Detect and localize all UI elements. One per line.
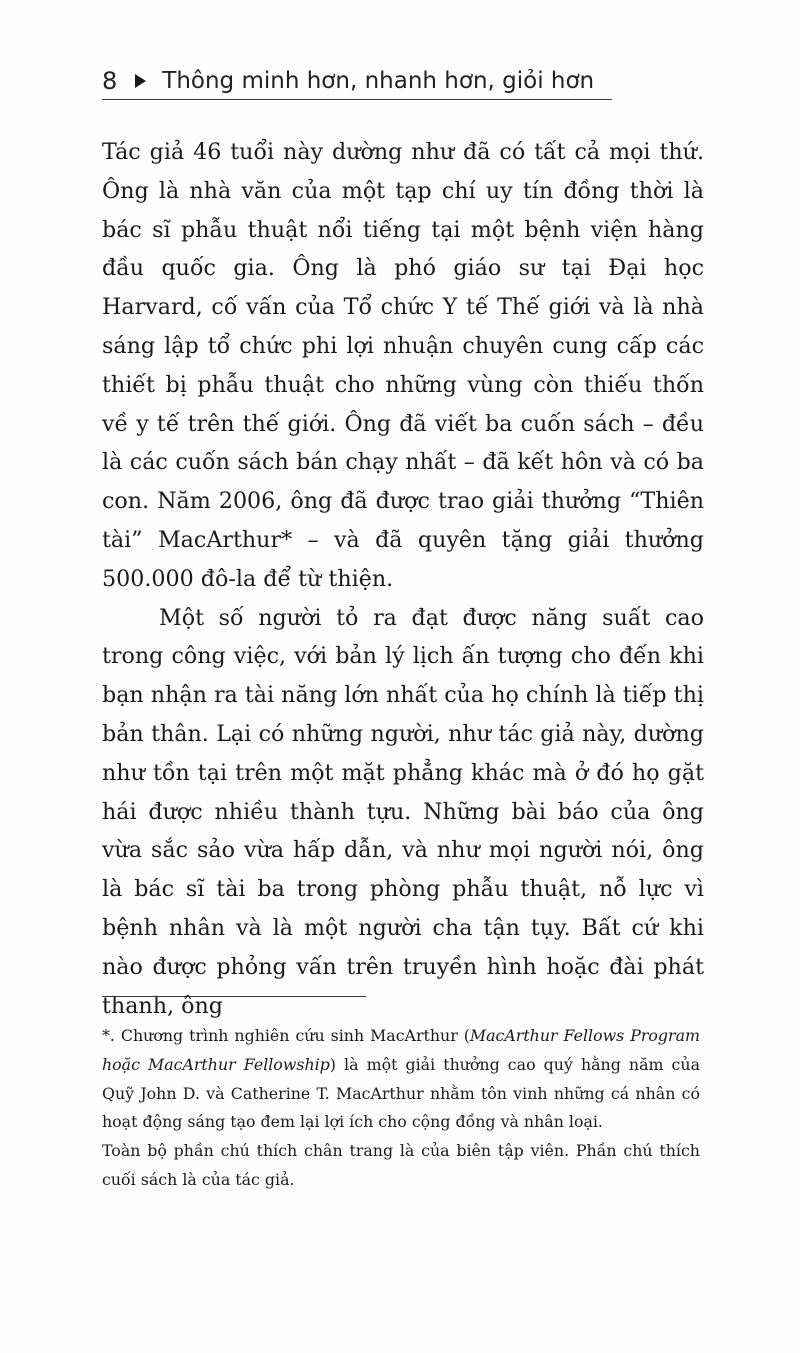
footnote-divider [102,996,366,997]
paragraph-1: Tác giả 46 tuổi này dường như đã có tất cả mọi thứ. Ông là nhà văn của một tạp chí uy tín đồng thời là bác sĩ phẫu thuật nổi tiếng tại một bệnh viện hàng đầu quốc gia. Ông là phó giáo sư tại Đại học Harvard, cố vấn của Tổ chức Y tế Thế giới và là nhà sáng lập tổ chức phi lợi nhuận chuyên cung cấp các thiết bị phẫu thuật cho những vùng còn thiếu thốn về y tế trên thế giới. Ông đã viết ba cuốn sách – đều là các cuốn sách bán chạy nhất – đã kết hôn và có ba con. Năm 2006, ông đã được trao giải thưởng “Thiên tài” MacArthur* – và đã quyên tặng giải thưởng 500.000 đô-la để từ thiện. [102,139,704,592]
footnote-1-prefix: *. Chương trình nghiên cứu sinh MacArthur ( [102,1026,470,1045]
footnote-1-suffix: ) là một giải thưởng cao quý hằng năm của Quỹ John D. và Catherine T. MacArthur nhằm tôn vinh những cá nhân có hoạt động sáng tạo đem lại lợi ích cho cộng đồng và nhân loại. [102,1054,700,1132]
running-header [102,62,612,100]
footnote-1-italic: MacArthur Fellows Program hoặc MacArthur Fellowship [102,1026,700,1074]
running-title: Thông minh hơn, nhanh hơn, giỏi hơn [162,68,595,94]
footnote-editor-note: Toàn bộ phần chú thích chân trang là của biên tập viên. Phần chú thích cuối sách là của tác giả. [102,1141,700,1189]
paragraph-2: Một số người tỏ ra đạt được năng suất cao trong công việc, với bản lý lịch ấn tượng cho đến khi bạn nhận ra tài năng lớn nhất của họ chính là tiếp thị bản thân. Lại có những người, như tác giả này, dường như tồn tại trên một mặt phẳng khác mà ở đó họ gặt hái được nhiều thành tựu. Những bài báo của ông vừa sắc sảo vừa hấp dẫn, và như mọi người nói, ông là bác sĩ tài ba trong phòng phẫu thuật, nỗ lực vì bệnh nhân và là một người cha tận tụy. Bất cứ khi nào được phỏng vấn trên truyền hình hoặc đài phát thanh, ông [102,604,704,1019]
page-number: 8 [102,67,118,95]
header-divider [102,99,612,100]
main-text [102,133,704,1025]
triangle-right-icon [135,74,146,88]
footnotes [102,1022,700,1195]
footnote-macarthur [102,1022,700,1137]
